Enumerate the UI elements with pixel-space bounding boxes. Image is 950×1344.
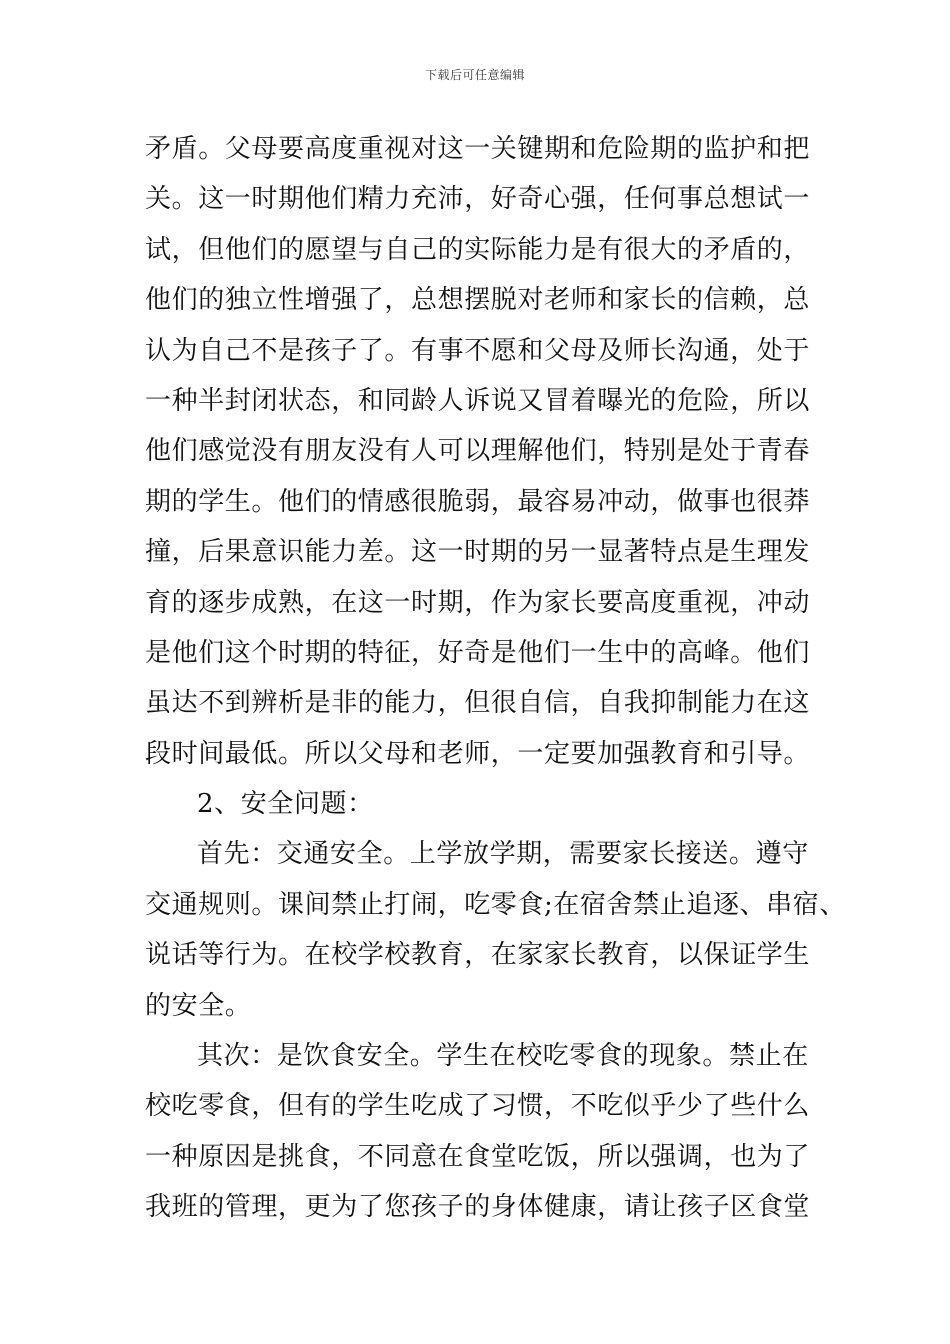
text-line: 我班的管理，更为了您孩子的身体健康，请让孩子区食堂 (145, 1192, 811, 1223)
text-line: 他们的独立性增强了，总想摆脱对老师和家长的信赖，总 (145, 285, 811, 316)
text-line: 他们感觉没有朋友没有人可以理解他们，特别是处于青春 (145, 436, 811, 467)
text-line: 段时间最低。所以父母和老师，一定要加强教育和引导。 (145, 738, 811, 769)
text-line: 关。这一时期他们精力充沛，好奇心强，任何事总想试一 (145, 184, 811, 215)
text-line: 期的学生。他们的情感很脆弱，最容易冲动，做事也很莽 (145, 486, 811, 517)
text-line: 认为自己不是孩子了。有事不愿和父母及师长沟通，处于 (145, 335, 811, 366)
text-line: 育的逐步成熟，在这一时期，作为家长要高度重视，冲动 (145, 587, 811, 618)
text-line: 校吃零食，但有的学生吃成了习惯，不吃似乎少了些什么 (145, 1091, 811, 1122)
page-header: 下载后可任意编辑 (424, 68, 525, 82)
text-line: 虽达不到辨析是非的能力，但很自信，自我抑制能力在这 (145, 688, 811, 719)
paragraph-start: 首先：交通安全。上学放学期，需要家长接送。遵守 (197, 839, 809, 870)
text-line: 撞，后果意识能力差。这一时期的另一显著特点是生理发 (145, 537, 811, 568)
text-line: 说话等行为。在校学校教育，在家家长教育，以保证学生 (145, 940, 811, 971)
paragraph-start: 其次：是饮食安全。学生在校吃零食的现象。禁止在 (197, 1041, 809, 1072)
text-line: 一种半封闭状态，和同龄人诉说又冒着曝光的危险，所以 (145, 385, 811, 416)
text-line: 交通规则。课间禁止打闹，吃零食;在宿舍禁止追逐、串宿、 (145, 889, 846, 920)
text-line: 一种原因是挑食，不同意在食堂吃饭，所以强调，也为了 (145, 1141, 811, 1172)
text-line: 试，但他们的愿望与自己的实际能力是有很大的矛盾的， (145, 234, 811, 265)
section-heading: 2、安全问题： (197, 789, 374, 820)
text-line: 是他们这个时期的特征，好奇是他们一生中的高峰。他们 (145, 637, 811, 668)
document-body (145, 124, 846, 1233)
text-line: 矛盾。父母要高度重视对这一关键期和危险期的监护和把 (145, 134, 811, 164)
text-line: 的安全。 (145, 990, 252, 1021)
